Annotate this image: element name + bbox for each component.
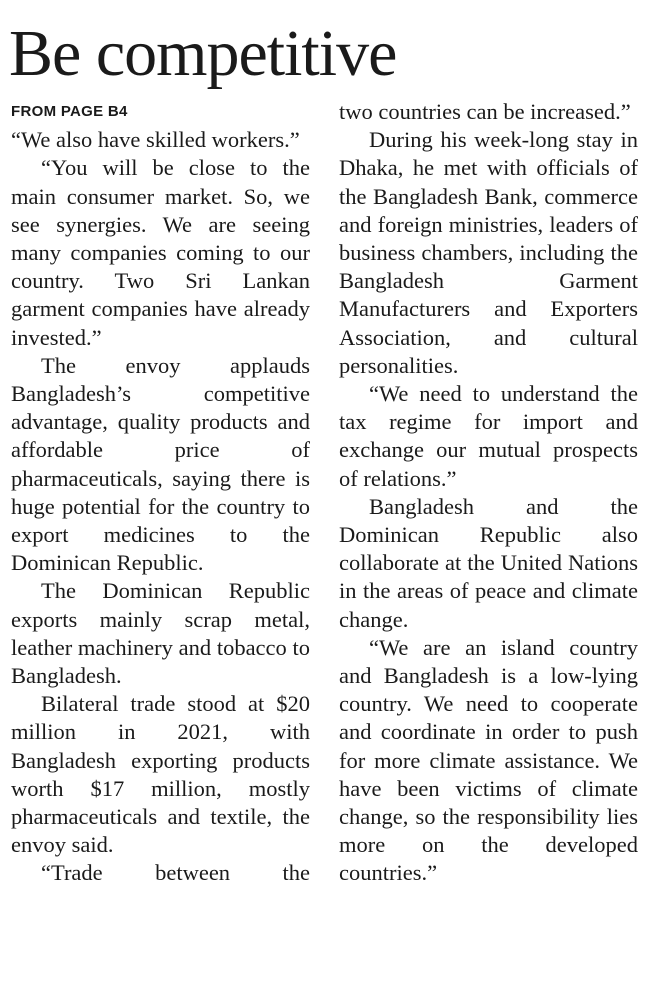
paragraph: “We also have skilled workers.”	[11, 127, 300, 153]
paragraph: The Dominican Republic exports mainly scrap metal, leather machinery and tobacco to Bangladesh.	[11, 578, 310, 689]
paragraph: “You will be close to the main consumer market. So, we see synergies. We are seeing many companies coming to our country. Two Sri Lankan garment companies have already invested.”	[11, 155, 310, 350]
paragraph: During his week-long stay in Dhaka, he met with officials of the Bangladesh Bank, commerce and foreign ministries, leaders of business chambers, including the Bangladesh Garment Manufacturers and Exporters Association, and cultural personalities.	[339, 127, 638, 378]
paragraph: two countries can be increased.”	[339, 99, 631, 124]
continuation-kicker: FROM PAGE B4	[11, 103, 128, 120]
paragraph: “We are an island country and Bangladesh is a low-lying country. We need to cooperate and coordinate in order to push for more climate assistance. We have been victims of climate change, so the responsibility lies more on the developed countries.”	[339, 634, 638, 886]
paragraph: Bangladesh and the Dominican Republic also collaborate at the United Nations in the areas of peace and climate change.	[339, 493, 638, 632]
headline: Be competitive	[9, 17, 397, 90]
article-column-left	[11, 98, 310, 888]
paragraph: “We need to understand the tax regime for import and exchange our mutual prospects of relations.”	[339, 381, 638, 491]
paragraph: The envoy applauds Bangladesh’s competitive advantage, quality products and affordable price of pharmaceuticals, saying there is huge potential for the country to export medicines to the Dominican Republic.	[11, 352, 310, 576]
article-column-right	[339, 98, 638, 888]
paragraph: “Trade between the	[41, 860, 310, 886]
paragraph: Bilateral trade stood at $20 million in 2021, with Bangladesh exporting products worth $17 million, mostly pharmaceuticals and textile, the envoy said.	[11, 691, 310, 858]
